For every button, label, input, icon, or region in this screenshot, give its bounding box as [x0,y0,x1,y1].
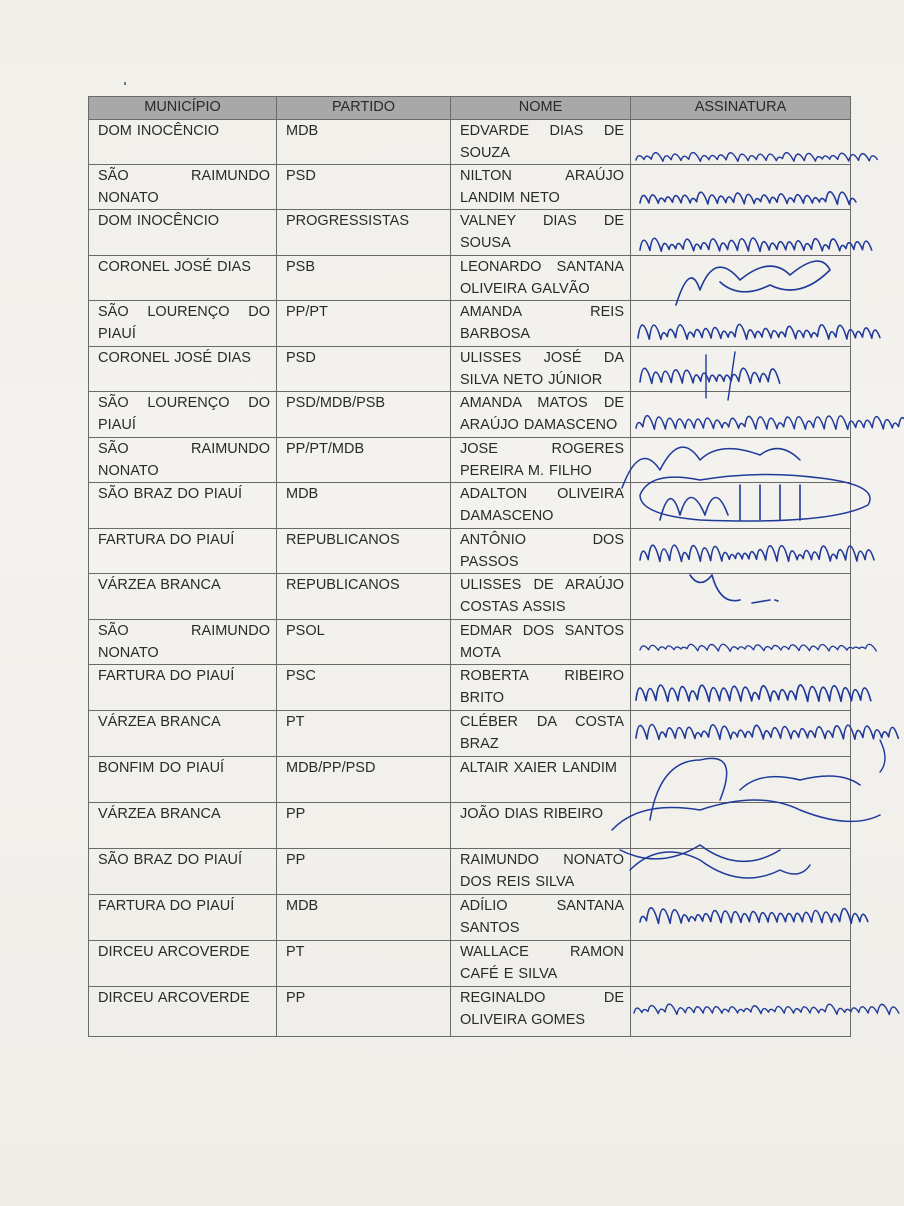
table-row [89,120,851,165]
municipio-cell: DOM INOCÊNCIO [89,210,277,256]
table-row [89,392,851,438]
nome-cell: ADÍLIO SANTANA SANTOS [451,895,631,941]
signature-cell [631,392,851,438]
municipio-cell: SÃO RAIMUNDO NONATO [89,620,277,665]
partido-cell: PP [277,987,451,1037]
municipio-cell: DIRCEU ARCOVERDE [89,987,277,1037]
nome-cell: ALTAIR XAIER LANDIM [451,757,631,803]
header-partido: PARTIDO [277,97,451,120]
signature-cell [631,895,851,941]
signature-cell [631,165,851,210]
partido-cell: PSOL [277,620,451,665]
signature-cell [631,120,851,165]
nome-cell: VALNEY DIAS DE SOUSA [451,210,631,256]
table-row [89,210,851,256]
nome-cell: ADALTON OLIVEIRA DAMASCENO [451,483,631,529]
table-row [89,620,851,665]
table-body [89,120,851,1037]
partido-cell: PP/PT/MDB [277,438,451,483]
municipio-cell: FARTURA DO PIAUÍ [89,895,277,941]
signature-cell [631,757,851,803]
paper-speck [124,82,126,85]
partido-cell: PROGRESSISTAS [277,210,451,256]
table-row [89,941,851,987]
partido-cell: PP [277,849,451,895]
partido-cell: MDB [277,483,451,529]
municipio-cell: BONFIM DO PIAUÍ [89,757,277,803]
signature-stroke [880,740,885,772]
nome-cell: JOSE ROGERES PEREIRA M. FILHO [451,438,631,483]
municipio-cell: SÃO LOURENÇO DO PIAUÍ [89,301,277,347]
signature-sheet [88,96,850,1037]
municipio-cell: CORONEL JOSÉ DIAS [89,347,277,392]
municipio-cell: FARTURA DO PIAUÍ [89,665,277,711]
municipio-cell: VÁRZEA BRANCA [89,803,277,849]
nome-cell: AMANDA REIS BARBOSA [451,301,631,347]
municipio-cell: VÁRZEA BRANCA [89,711,277,757]
table-row [89,803,851,849]
nome-cell: ROBERTA RIBEIRO BRITO [451,665,631,711]
municipio-cell: DIRCEU ARCOVERDE [89,941,277,987]
table-row [89,665,851,711]
signature-cell [631,711,851,757]
municipio-cell: VÁRZEA BRANCA [89,574,277,620]
table-row [89,711,851,757]
nome-cell: REGINALDO DE OLIVEIRA GOMES [451,987,631,1037]
partido-cell: PP [277,803,451,849]
table-row [89,757,851,803]
table-row [89,849,851,895]
table-row [89,895,851,941]
partido-cell: MDB [277,120,451,165]
partido-cell: PSC [277,665,451,711]
municipio-cell: DOM INOCÊNCIO [89,120,277,165]
signature-cell [631,529,851,574]
header-assinatura: ASSINATURA [631,97,851,120]
municipio-cell: SÃO LOURENÇO DO PIAUÍ [89,392,277,438]
municipio-cell: SÃO RAIMUNDO NONATO [89,438,277,483]
municipio-cell: SÃO BRAZ DO PIAUÍ [89,849,277,895]
nome-cell: WALLACE RAMON CAFÉ E SILVA [451,941,631,987]
municipio-cell: CORONEL JOSÉ DIAS [89,256,277,301]
table-row [89,347,851,392]
signature-cell [631,941,851,987]
table-row [89,574,851,620]
table-row [89,529,851,574]
nome-cell: CLÉBER DA COSTA BRAZ [451,711,631,757]
partido-cell: MDB/PP/PSD [277,757,451,803]
municipio-cell: SÃO RAIMUNDO NONATO [89,165,277,210]
signature-cell [631,665,851,711]
table-row [89,438,851,483]
signature-cell [631,483,851,529]
table-row [89,301,851,347]
nome-cell: LEONARDO SANTANA OLIVEIRA GALVÃO [451,256,631,301]
header-nome: NOME [451,97,631,120]
nome-cell: EDVARDE DIAS DE SOUZA [451,120,631,165]
header-municipio: MUNICÍPIO [89,97,277,120]
table-row [89,483,851,529]
partido-cell: PT [277,711,451,757]
partido-cell: PP/PT [277,301,451,347]
signature-cell [631,620,851,665]
signature-cell [631,849,851,895]
signature-cell [631,574,851,620]
partido-cell: PSD [277,347,451,392]
municipio-cell: FARTURA DO PIAUÍ [89,529,277,574]
signature-table [88,96,851,1037]
table-row [89,256,851,301]
nome-cell: EDMAR DOS SANTOS MOTA [451,620,631,665]
nome-cell: RAIMUNDO NONATO DOS REIS SILVA [451,849,631,895]
partido-cell: REPUBLICANOS [277,529,451,574]
partido-cell: REPUBLICANOS [277,574,451,620]
municipio-cell: SÃO BRAZ DO PIAUÍ [89,483,277,529]
partido-cell: PSD/MDB/PSB [277,392,451,438]
partido-cell: PT [277,941,451,987]
signature-cell [631,987,851,1037]
partido-cell: PSD [277,165,451,210]
table-row [89,165,851,210]
signature-cell [631,438,851,483]
signature-cell [631,803,851,849]
signature-cell [631,301,851,347]
nome-cell: ANTÔNIO DOS PASSOS [451,529,631,574]
signature-cell [631,347,851,392]
signature-cell [631,210,851,256]
signature-cell [631,256,851,301]
nome-cell: AMANDA MATOS DE ARAÚJO DAMASCENO [451,392,631,438]
nome-cell: ULISSES DE ARAÚJO COSTAS ASSIS [451,574,631,620]
nome-cell: ULISSES JOSÉ DA SILVA NETO JÚNIOR [451,347,631,392]
nome-cell: JOÃO DIAS RIBEIRO [451,803,631,849]
table-header-row [89,97,851,120]
partido-cell: PSB [277,256,451,301]
table-row [89,987,851,1037]
nome-cell: NILTON ARAÚJO LANDIM NETO [451,165,631,210]
partido-cell: MDB [277,895,451,941]
